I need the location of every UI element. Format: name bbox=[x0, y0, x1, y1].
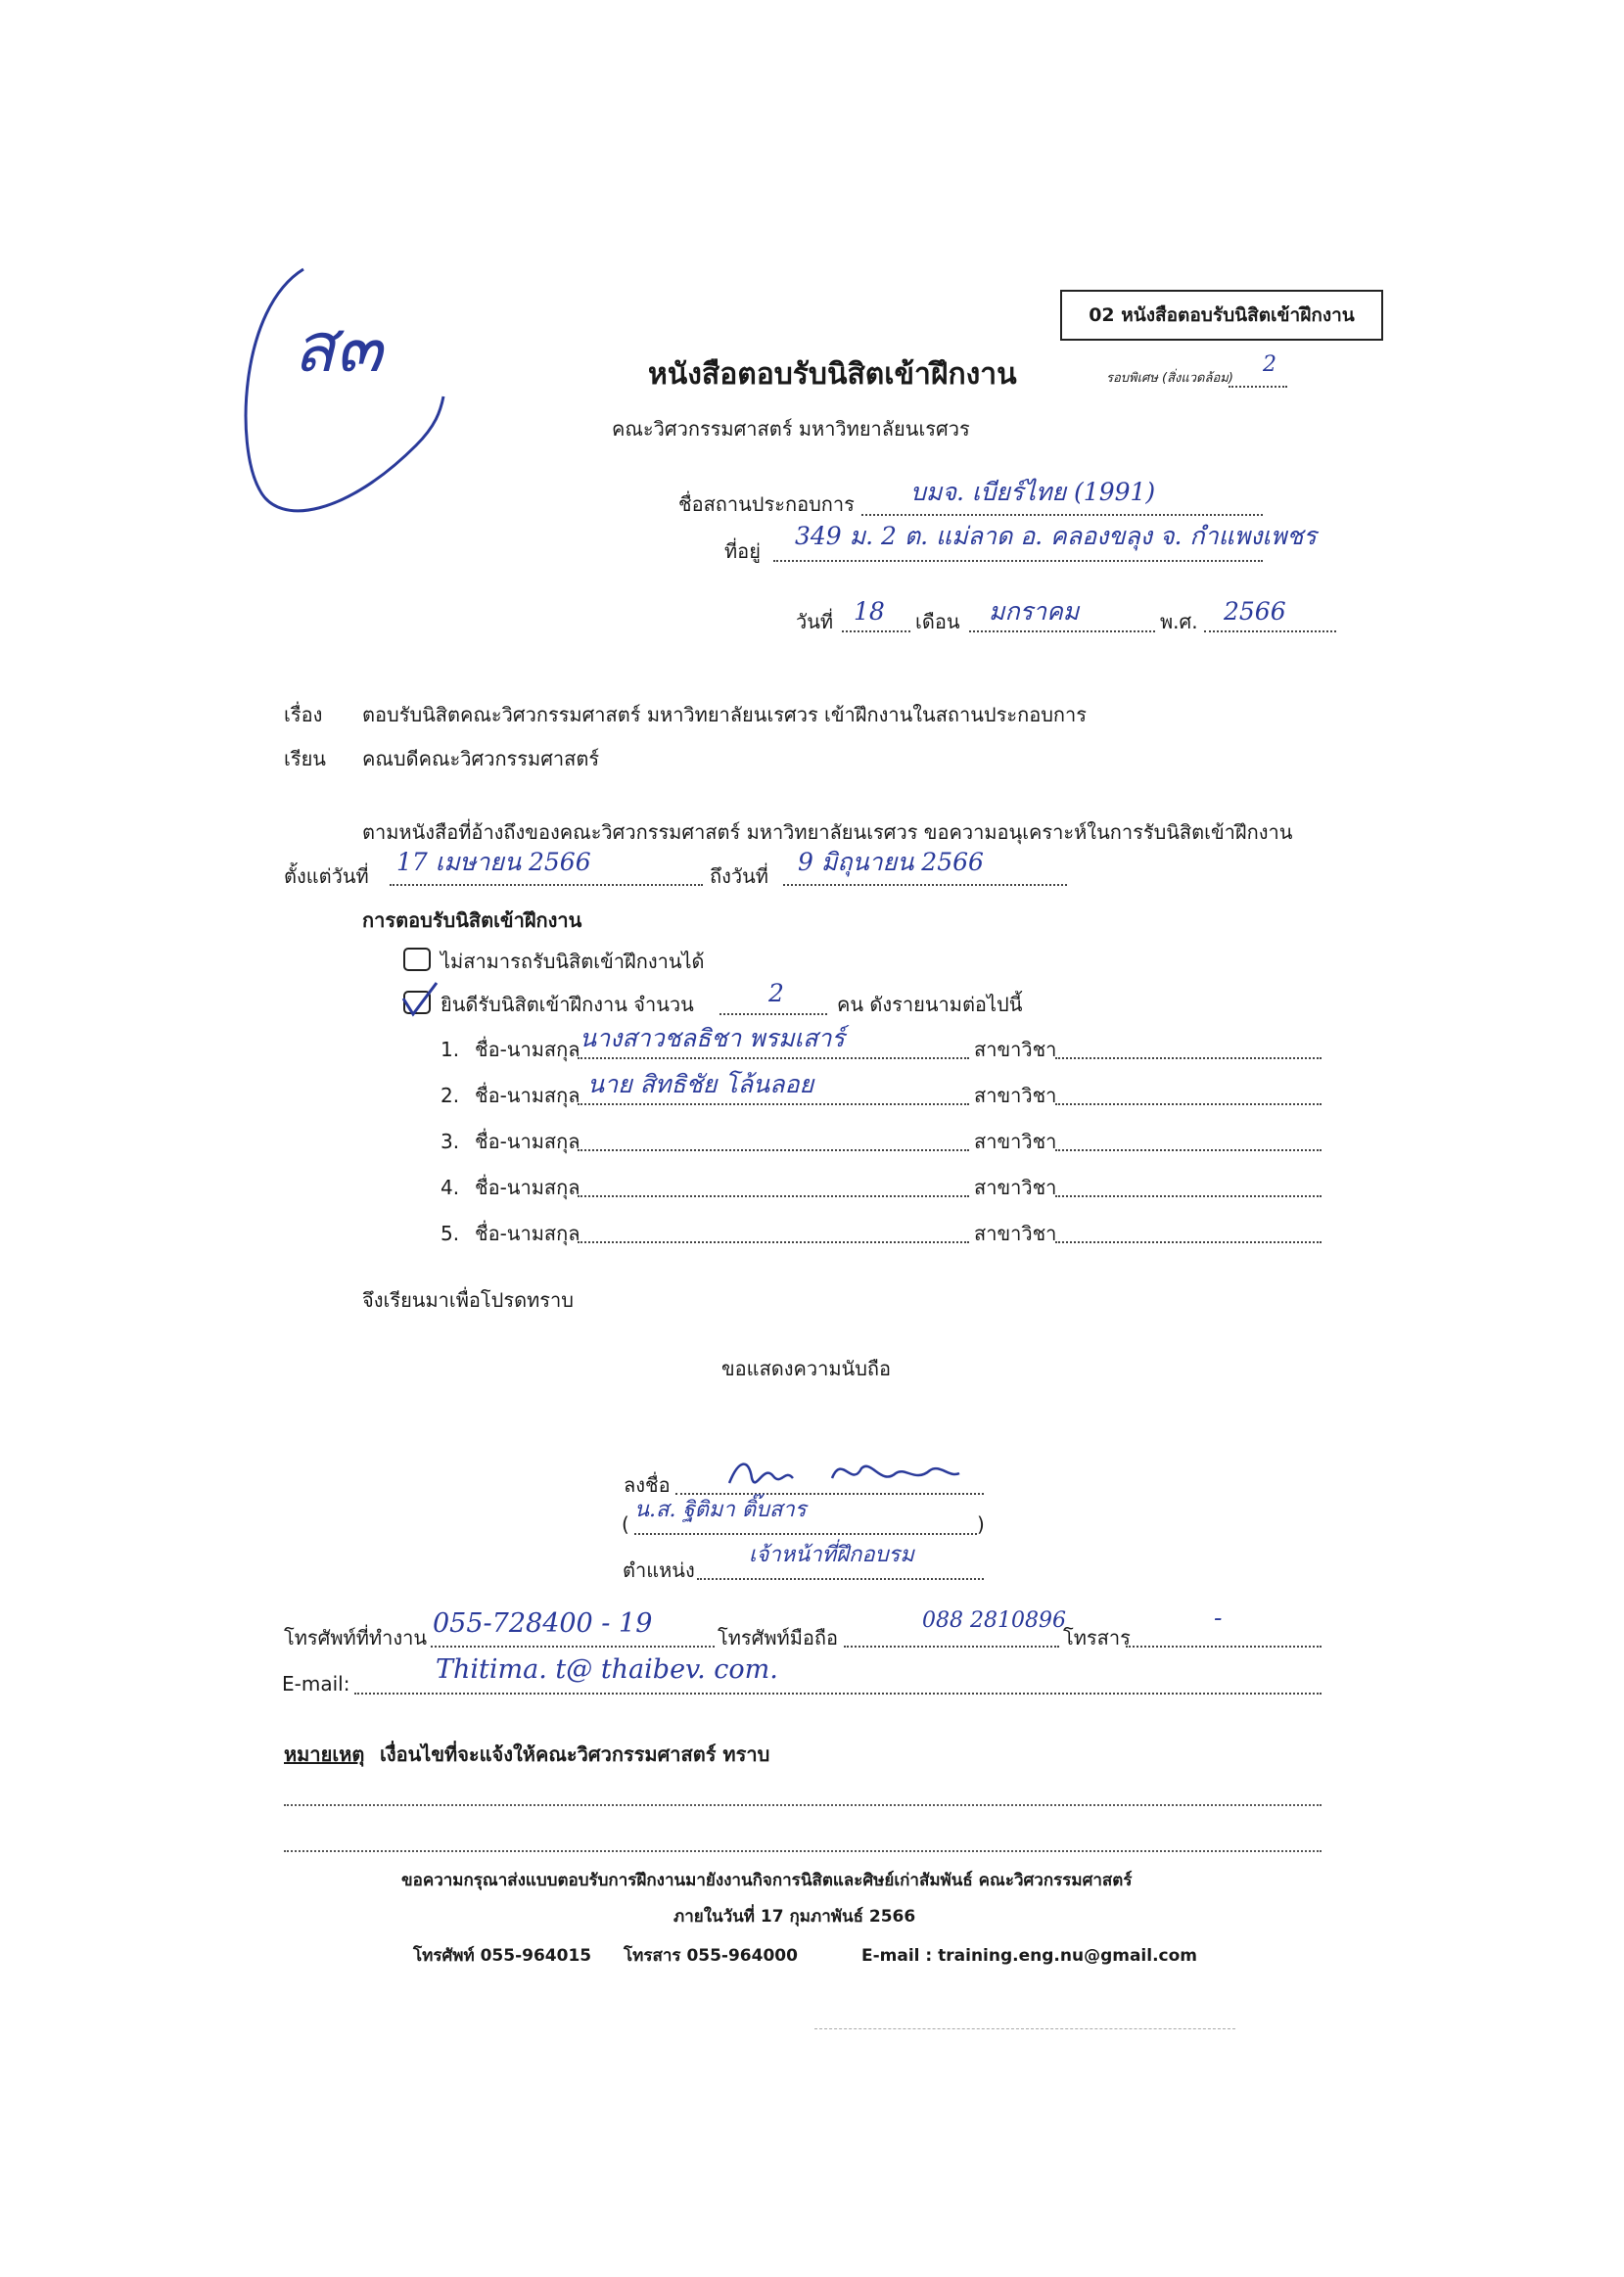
mobile-value: 088 2810896 bbox=[922, 1608, 1066, 1633]
stamp-mark: ส๓ bbox=[294, 307, 383, 388]
count-dots bbox=[719, 1013, 827, 1015]
student-name-dots bbox=[578, 1149, 969, 1151]
count-suffix: คน ดังรายนามต่อไปนี้ bbox=[837, 993, 1023, 1016]
response-heading: การตอบรับนิสิตเข้าฝึกงาน bbox=[362, 908, 582, 932]
student-name-label: ชื่อ-นามสกุล bbox=[475, 1130, 580, 1153]
printed-name-close-paren: ) bbox=[977, 1512, 985, 1536]
date-month-dots bbox=[969, 630, 1155, 632]
student-major-dots bbox=[1055, 1057, 1322, 1059]
period-from-value: 17 เมษายน 2566 bbox=[396, 848, 591, 876]
checkmark-icon bbox=[392, 977, 441, 1026]
count-value: 2 bbox=[768, 979, 784, 1007]
student-name-label: ชื่อ-นามสกุล bbox=[475, 1084, 580, 1107]
address-value: 349 ม. 2 ต. แม่ลาด อ. คลองขลุง จ. กำแพงเพชร bbox=[795, 522, 1317, 550]
handwritten-signature bbox=[724, 1449, 969, 1498]
sign-label: ลงชื่อ bbox=[624, 1473, 671, 1497]
email-label: E-mail: bbox=[282, 1672, 350, 1696]
printed-name-value: น.ส. ฐิติมา ติ๊บสาร bbox=[634, 1498, 807, 1522]
round-value: 2 bbox=[1263, 352, 1276, 377]
student-row-3 bbox=[0, 1132, 1624, 1171]
footer-fax: โทรสาร 055-964000 bbox=[624, 1946, 798, 1966]
student-name-dots bbox=[578, 1103, 969, 1105]
student-name-value: นาย สิทธิชัย โล้นลอย bbox=[587, 1070, 814, 1098]
period-from-label: ตั้งแต่วันที่ bbox=[284, 864, 369, 888]
office-phone-dots bbox=[431, 1646, 715, 1648]
student-name-label: ชื่อ-นามสกุล bbox=[475, 1176, 580, 1199]
bottom-divider bbox=[814, 2028, 1235, 2029]
remark-line-2 bbox=[284, 1850, 1322, 1852]
body-text: ตามหนังสือที่อ้างถึงของคณะวิศวกรรมศาสตร์ มหาวิทยาลัยนเรศวร ขอความอนุเคราะห์ในการรับนิสิตเข้าฝึกงาน bbox=[362, 820, 1293, 844]
period-from-dots bbox=[390, 884, 703, 886]
handwritten-circle-stamp bbox=[220, 250, 455, 534]
period-to-label: ถึงวันที่ bbox=[710, 864, 768, 888]
student-major-label: สาขาวิชา bbox=[974, 1222, 1057, 1245]
position-label: ตำแหน่ง bbox=[623, 1558, 695, 1582]
company-name-label: ชื่อสถานประกอบการ bbox=[678, 492, 855, 516]
regards-text: ขอแสดงความนับถือ bbox=[721, 1357, 892, 1380]
to-text: คณบดีคณะวิศวกรรมศาสตร์ bbox=[362, 747, 600, 770]
decline-option-label: ไม่สามารถรับนิสิตเข้าฝึกงานได้ bbox=[441, 950, 705, 973]
office-phone-value: 055-728400 - 19 bbox=[433, 1608, 653, 1639]
student-major-label: สาขาวิชา bbox=[974, 1084, 1057, 1107]
subject-text: ตอบรับนิสิตคณะวิศวกรรมศาสตร์ มหาวิทยาลัยนเรศวร เข้าฝึกงานในสถานประกอบการ bbox=[362, 703, 1088, 726]
student-name-dots bbox=[578, 1195, 969, 1197]
closing-text: จึงเรียนมาเพื่อโปรดทราบ bbox=[362, 1288, 574, 1312]
position-value: เจ้าหน้าที่ฝึกอบรม bbox=[749, 1543, 914, 1567]
student-row-2 bbox=[0, 1070, 1624, 1125]
student-name-dots bbox=[578, 1241, 969, 1243]
student-name-label: ชื่อ-นามสกุล bbox=[475, 1038, 580, 1061]
office-phone-label: โทรศัพท์ที่ทำงาน bbox=[284, 1626, 427, 1650]
mobile-dots bbox=[844, 1646, 1059, 1648]
faculty-subtitle: คณะวิศวกรรมศาสตร์ มหาวิทยาลัยนเรศวร bbox=[612, 417, 970, 441]
company-name-dots bbox=[861, 514, 1263, 516]
form-code-box: 02 หนังสือตอบรับนิสิตเข้าฝึกงาน bbox=[1060, 290, 1383, 341]
fax-label: โทรสาร bbox=[1063, 1626, 1131, 1650]
student-major-dots bbox=[1055, 1149, 1322, 1151]
to-label: เรียน bbox=[284, 747, 326, 770]
printed-name-open-paren: ( bbox=[622, 1512, 629, 1536]
date-year-value: 2566 bbox=[1224, 597, 1286, 626]
student-name-dots bbox=[578, 1057, 969, 1059]
round-dots bbox=[1229, 386, 1287, 388]
student-no: 1. bbox=[441, 1038, 460, 1061]
round-label: รอบพิเศษ (สิ่งแวดล้อม) bbox=[1106, 371, 1233, 386]
fax-value: - bbox=[1214, 1603, 1223, 1632]
date-day-label: วันที่ bbox=[796, 610, 834, 633]
period-to-value: 9 มิถุนายน 2566 bbox=[798, 848, 984, 876]
address-dots bbox=[773, 560, 1263, 562]
footer-line-2: ภายในวันที่ 17 กุมภาพันธ์ 2566 bbox=[673, 1907, 916, 1927]
remark-text: เงื่อนไขที่จะแจ้งให้คณะวิศวกรรมศาสตร์ ทราบ bbox=[380, 1743, 770, 1766]
student-name-value: นางสาวชลธิชา พรมเสาร์ bbox=[580, 1024, 845, 1052]
student-major-dots bbox=[1055, 1103, 1322, 1105]
decline-checkbox[interactable] bbox=[403, 948, 431, 971]
footer-email: E-mail : training.eng.nu@gmail.com bbox=[861, 1946, 1198, 1966]
student-major-dots bbox=[1055, 1195, 1322, 1197]
student-no: 3. bbox=[441, 1130, 460, 1153]
student-no: 5. bbox=[441, 1222, 460, 1245]
date-year-dots bbox=[1204, 630, 1336, 632]
position-dots bbox=[697, 1578, 984, 1580]
remark-label: หมายเหตุ bbox=[284, 1743, 365, 1766]
address-label: ที่อยู่ bbox=[724, 539, 761, 563]
date-month-label: เดือน bbox=[915, 610, 960, 633]
student-row-5 bbox=[0, 1224, 1624, 1263]
email-value: Thitima. t@ thaibev. com. bbox=[436, 1654, 778, 1685]
student-major-dots bbox=[1055, 1241, 1322, 1243]
date-day-dots bbox=[842, 630, 910, 632]
student-row-4 bbox=[0, 1178, 1624, 1217]
company-name-value: บมจ. เบียร์ไทย (1991) bbox=[910, 478, 1156, 506]
footer-phone: โทรศัพท์ 055-964015 bbox=[413, 1946, 592, 1966]
student-name-label: ชื่อ-นามสกุล bbox=[475, 1222, 580, 1245]
period-to-dots bbox=[783, 884, 1067, 886]
accept-option-label: ยินดีรับนิสิตเข้าฝึกงาน จำนวน bbox=[441, 993, 694, 1016]
date-day-value: 18 bbox=[854, 597, 885, 626]
printed-name-dots bbox=[634, 1533, 977, 1535]
student-major-label: สาขาวิชา bbox=[974, 1038, 1057, 1061]
student-no: 2. bbox=[441, 1084, 460, 1107]
subject-label: เรื่อง bbox=[284, 703, 323, 726]
remark-line-1 bbox=[284, 1804, 1322, 1806]
student-no: 4. bbox=[441, 1176, 460, 1199]
mobile-label: โทรศัพท์มือถือ bbox=[718, 1626, 839, 1650]
page-title: หนังสือตอบรับนิสิตเข้าฝึกงาน bbox=[648, 357, 1017, 392]
footer-line-1: ขอความกรุณาส่งแบบตอบรับการฝึกงานมายังงานกิจการนิสิตและศิษย์เก่าสัมพันธ์ คณะวิศวกรรมศาสตร์ bbox=[401, 1871, 1133, 1890]
date-month-value: มกราคม bbox=[989, 597, 1080, 626]
student-major-label: สาขาวิชา bbox=[974, 1130, 1057, 1153]
email-dots bbox=[354, 1693, 1322, 1695]
student-major-label: สาขาวิชา bbox=[974, 1176, 1057, 1199]
fax-dots bbox=[1126, 1646, 1322, 1648]
date-year-label: พ.ศ. bbox=[1160, 610, 1198, 633]
